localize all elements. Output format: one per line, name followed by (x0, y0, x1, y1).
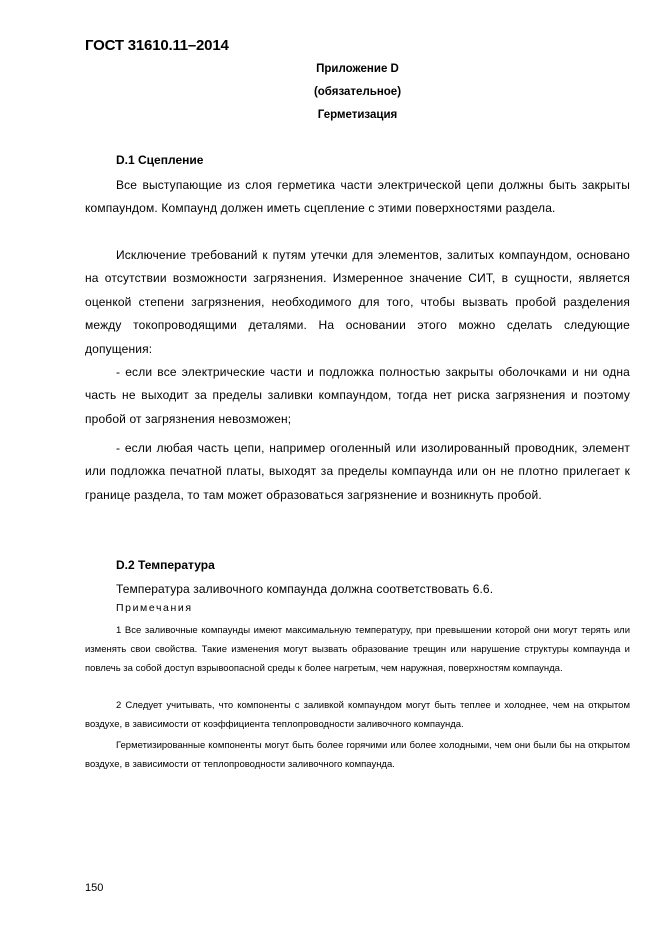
appendix-status: (обязательное) (313, 86, 402, 98)
paragraph: Все выступающие из слоя герметика части электрической цепи должны быть закрыты компаундом. Компаунд должен иметь сцепление с этими поверхностями раздела. (85, 178, 630, 216)
section-heading-d2: D.2 Температура (116, 558, 215, 572)
page-number: 150 (85, 882, 104, 894)
appendix-title: Герметизация (317, 109, 398, 121)
notes-title: Примечания (116, 602, 193, 614)
list-item: - если любая часть цепи, например оголенный или изолированный проводник, элемент или подложка печатной платы, выходят за пределы компаунда или он не плотно прилегает к границе раздела, то там может образоваться загрязнение и возникнуть пробой. (85, 441, 630, 502)
paragraph: Исключение требований к путям утечки для элементов, залитых компаундом, основано на отсутствии возможности загрязнения. Измеренное значение СИТ, в сущности, является оценкой степени загрязнения, необходимого для того, чтобы вызвать пробой разделения между токопроводящими деталями. На основании этого можно сделать следующие допущения: (85, 248, 630, 356)
section-heading-d1: D.1 Сцепление (116, 153, 204, 167)
appendix-label: Приложение D (316, 63, 399, 75)
note: 2 Следует учитывать, что компоненты с заливкой компаундом могут быть теплее и холоднее, чем на открытом воздухе, в зависимости от коэффициента теплопроводности заливочного компаунда. (85, 700, 630, 731)
note: Герметизированные компоненты могут быть более горячими или более холодными, чем они были бы на открытом воздухе, в зависимости от теплопроводности заливочного компаунда. (85, 740, 630, 771)
list-item: - если все электрические части и подложка полностью закрыты оболочками и ни одна часть не выходит за пределы заливки компаундом, тогда нет риска загрязнения и поэтому пробой от загрязнения невозможен; (85, 365, 630, 426)
note: 1 Все заливочные компаунды имеют максимальную температуру, при превышении которой они могут терять или изменять свои свойства. Такие изменения могут вызвать образование трещин или нарушение структуры компаунда и повлечь за собой доступ взрывоопасной среды к более нагретым, чем наружная, поверхностям компаунда. (85, 625, 630, 675)
document-id: ГОСТ 31610.11–2014 (85, 37, 229, 54)
paragraph: Температура заливочного компаунда должна соответствовать 6.6. (116, 582, 494, 596)
